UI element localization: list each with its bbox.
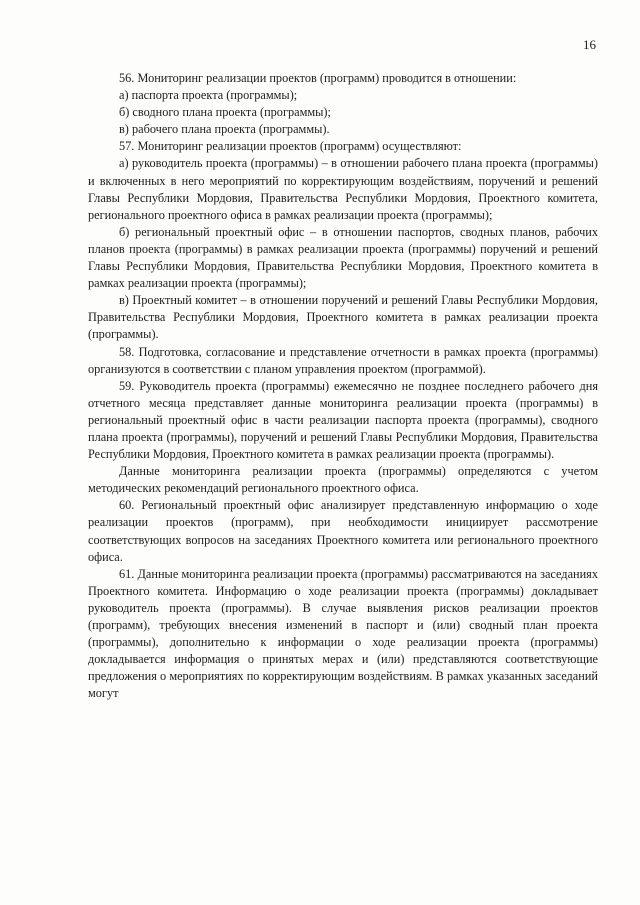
paragraph-61: 61. Данные мониторинга реализации проекта (программы) рассматриваются на заседаниях Проектного комитета. Информацию о ходе реализации проекта (программы) докладывает руководитель проекта (программы). В случае выявления рисков реализации проектов (программ), требующих внесения изменений в паспорт и (или) сводный план проекта (программы), дополнительно к информации о ходе реализации проекта (программы) докладывается информация о принятых мерах и (или) представляются соответствующие предложения о мероприятиях по корректирующим воздействиям. В рамках указанных заседаний могут (88, 566, 598, 701)
list-item-57b: б) региональный проектный офис – в отношении паспортов, сводных планов, рабочих планов проекта (программы) в рамках реализации проекта (программы) поручений и решений Главы Республики Мордовия, Правительства Республики Мордовия, Проектного комитета в рамках реализации проекта (программы); (88, 224, 598, 291)
paragraph-57: 57. Мониторинг реализации проектов (программ) осуществляют: (119, 139, 462, 154)
paragraph-60: 60. Региональный проектный офис анализирует представленную информацию о ходе реализации проектов (программ), при необходимости инициирует рассмотрение соответствующих вопросов на заседаниях Проектного комитета или регионального проектного офиса. (88, 498, 598, 564)
paragraph-59: 59. Руководитель проекта (программы) ежемесячно не позднее последнего рабочего дня отчетного месяца представляет данные мониторинга реализации проекта (программы) в региональный проектный офис в части реализации паспорта проекта (программы), сводного плана проекта (программы), поручений и решений Главы Республики Мордовия, Правительства Республики Мордовия, Проектного комитета в рамках реализации проекта (программы). (88, 378, 598, 462)
list-item-56a: а) паспорта проекта (программы); (119, 88, 298, 103)
list-item-57c: в) Проектный комитет – в отношении поручений и решений Главы Республики Мордовия, Правительства Республики Мордовия, Проектного комитета в рамках реализации проекта (программы). (88, 293, 598, 342)
paragraph-56: 56. Мониторинг реализации проектов (программ) проводится в отношении: (119, 71, 517, 85)
document-body (88, 70, 598, 702)
list-item-57a: а) руководитель проекта (программы) – в отношении рабочего плана проекта (программы) и включенных в него мероприятий по корректирующим воздействиям, поручений и решений Главы Республики Мордовия, Правительства Республики Мордовия, Проектного комитета, регионального проектного офиса в рамках реализации проекта (программы); (88, 156, 598, 222)
paragraph-59-note: Данные мониторинга реализации проекта (программы) определяются с учетом методических рекомендаций регионального проектного офиса. (88, 464, 598, 496)
list-item-56c: в) рабочего плана проекта (программы). (119, 122, 330, 137)
paragraph-58: 58. Подготовка, согласование и представление отчетности в рамках проекта (программы) организуются в соответствии с планом управления проектом (программой). (88, 344, 598, 376)
page-number: 16 (583, 37, 596, 52)
list-item-56b: б) сводного плана проекта (программы); (119, 105, 331, 120)
